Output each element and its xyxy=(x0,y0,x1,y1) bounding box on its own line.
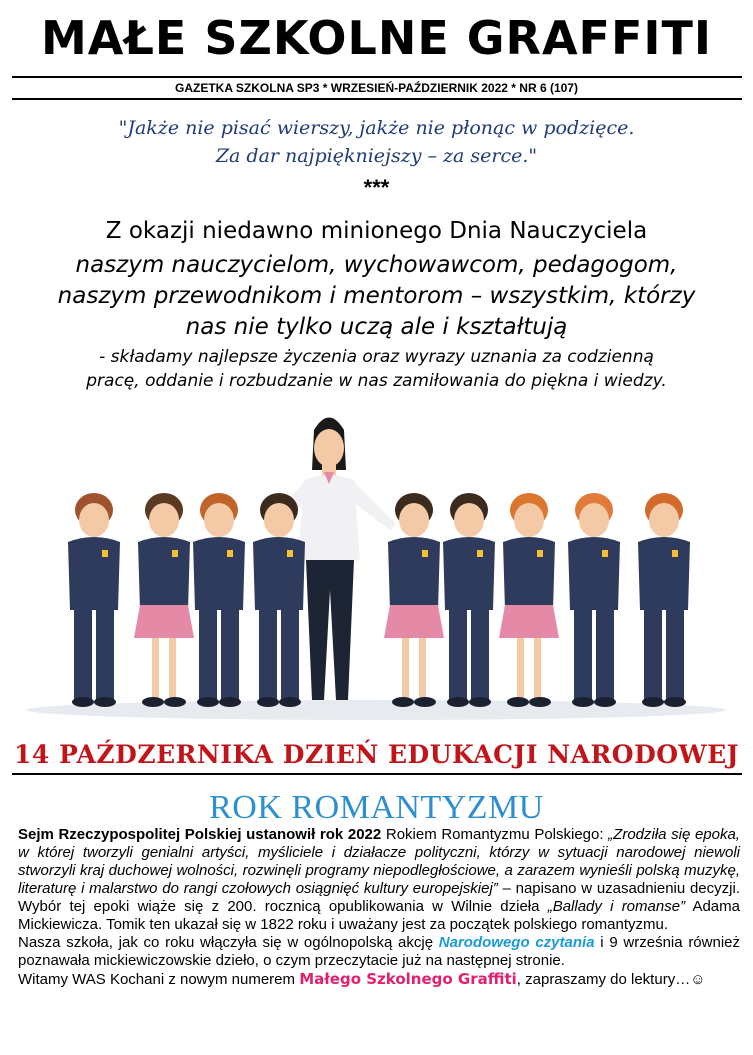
article-paragraph-2 xyxy=(18,934,740,970)
greeting-line-3: nas nie tylko uczą ale i kształtują xyxy=(185,314,568,340)
student-figure xyxy=(68,493,120,707)
student-figure xyxy=(638,493,690,707)
masthead-title: MAŁE SZKOLNE GRAFFITI xyxy=(41,11,712,65)
greeting-sub-line-2: pracę, oddanie i rozbudzanie w nas zamiłowania do piękna i wiedzy. xyxy=(86,371,667,391)
dedication-quote xyxy=(0,114,753,170)
student-figure xyxy=(499,493,559,707)
separator-stars: *** xyxy=(363,175,390,200)
article-title: ROK ROMANTYZMU xyxy=(209,789,544,826)
greeting-subtext xyxy=(14,345,739,393)
masthead-rule-bottom xyxy=(12,98,742,100)
ground-shadow xyxy=(26,700,726,720)
article-text: – napisano w uzasadnieniu decyzji. Wybór tej epoki wiąże się z 200. rocznicą opublikowania w Wilnie dzieła xyxy=(18,880,740,915)
issue-line: GAZETKA SZKOLNA SP3 * WRZESIEŃ-PAŹDZIERNIK 2022 * NR 6 (107) xyxy=(175,81,578,95)
section-rule xyxy=(12,773,742,775)
article-paragraph-3 xyxy=(18,970,740,989)
article-work-title: „Ballady i romanse” xyxy=(547,898,686,915)
narodowe-czytanie-highlight: Narodowego czytania xyxy=(438,934,595,951)
article-text: Witamy WAS Kochani z nowym numerem xyxy=(18,971,300,988)
article-text: Rokiem Romantyzmu Polskiego: xyxy=(381,826,609,843)
article-quote: „Zrodziła się epoka, w której tworzyli genialni artyści, myśliciele i działacze polityczni, którzy w sytuacji narodowej niewoli stworzyli kraj duchowej wolności, rozwinęli programy niepodległościowe, a zarazem wynieśli polską muzykę, literaturę i malarstwo do rangi czołowych osiągnięć kultury europejskiej” xyxy=(18,826,740,897)
banner-national-education-day: 14 PAŹDZERNIKA DZIEŃ EDUKACJI NARODOWEJ xyxy=(14,740,739,769)
teacher-with-students-illustration xyxy=(24,400,729,722)
article-body xyxy=(18,826,740,989)
student-figure xyxy=(253,493,305,707)
article-lead-bold: Sejm Rzeczypospolitej Polskiej ustanowił rok 2022 xyxy=(18,826,382,843)
student-figure xyxy=(443,493,495,707)
greeting-line-1: naszym nauczycielom, wychowawcom, pedagogom, xyxy=(75,252,678,278)
student-figure xyxy=(193,493,245,707)
student-figure xyxy=(568,493,620,707)
masthead-rule-top xyxy=(12,76,742,78)
greeting-sub-line-1: - składamy najlepsze życzenia oraz wyrazy uznania za codzienną xyxy=(99,347,654,367)
article-paragraph-1 xyxy=(18,826,740,934)
greeting-title: Z okazji niedawno minionego Dnia Nauczyciela xyxy=(105,218,648,244)
greeting-line-2: naszym przewodnikom i mentorom – wszystkim, którzy xyxy=(57,283,696,309)
students-group xyxy=(68,493,690,707)
student-figure xyxy=(134,493,194,707)
article-text: i 9 września również poznawała mickiewiczowskie dzieło, o czym przeczytacie już na następnej stronie. xyxy=(18,934,741,969)
quote-line-2: Za dar najpiękniejszy – za serce." xyxy=(215,145,538,167)
article-text: Nasza szkoła, jak co roku włączyła się w ogólnopolską akcję xyxy=(18,934,439,951)
magazine-name-highlight: Małego Szkolnego Graffiti xyxy=(299,970,517,988)
article-text: Adama Mickiewicza. Tomik ten ukazał się w 1822 roku i uważany jest za początek polskiego romantyzmu. xyxy=(18,898,740,933)
greeting-body xyxy=(14,250,739,343)
quote-line-1: "Jakże nie pisać wierszy, jakże nie płonąc w podzięce. xyxy=(118,117,635,139)
article-text: , zapraszamy do lektury…☺ xyxy=(516,971,706,988)
